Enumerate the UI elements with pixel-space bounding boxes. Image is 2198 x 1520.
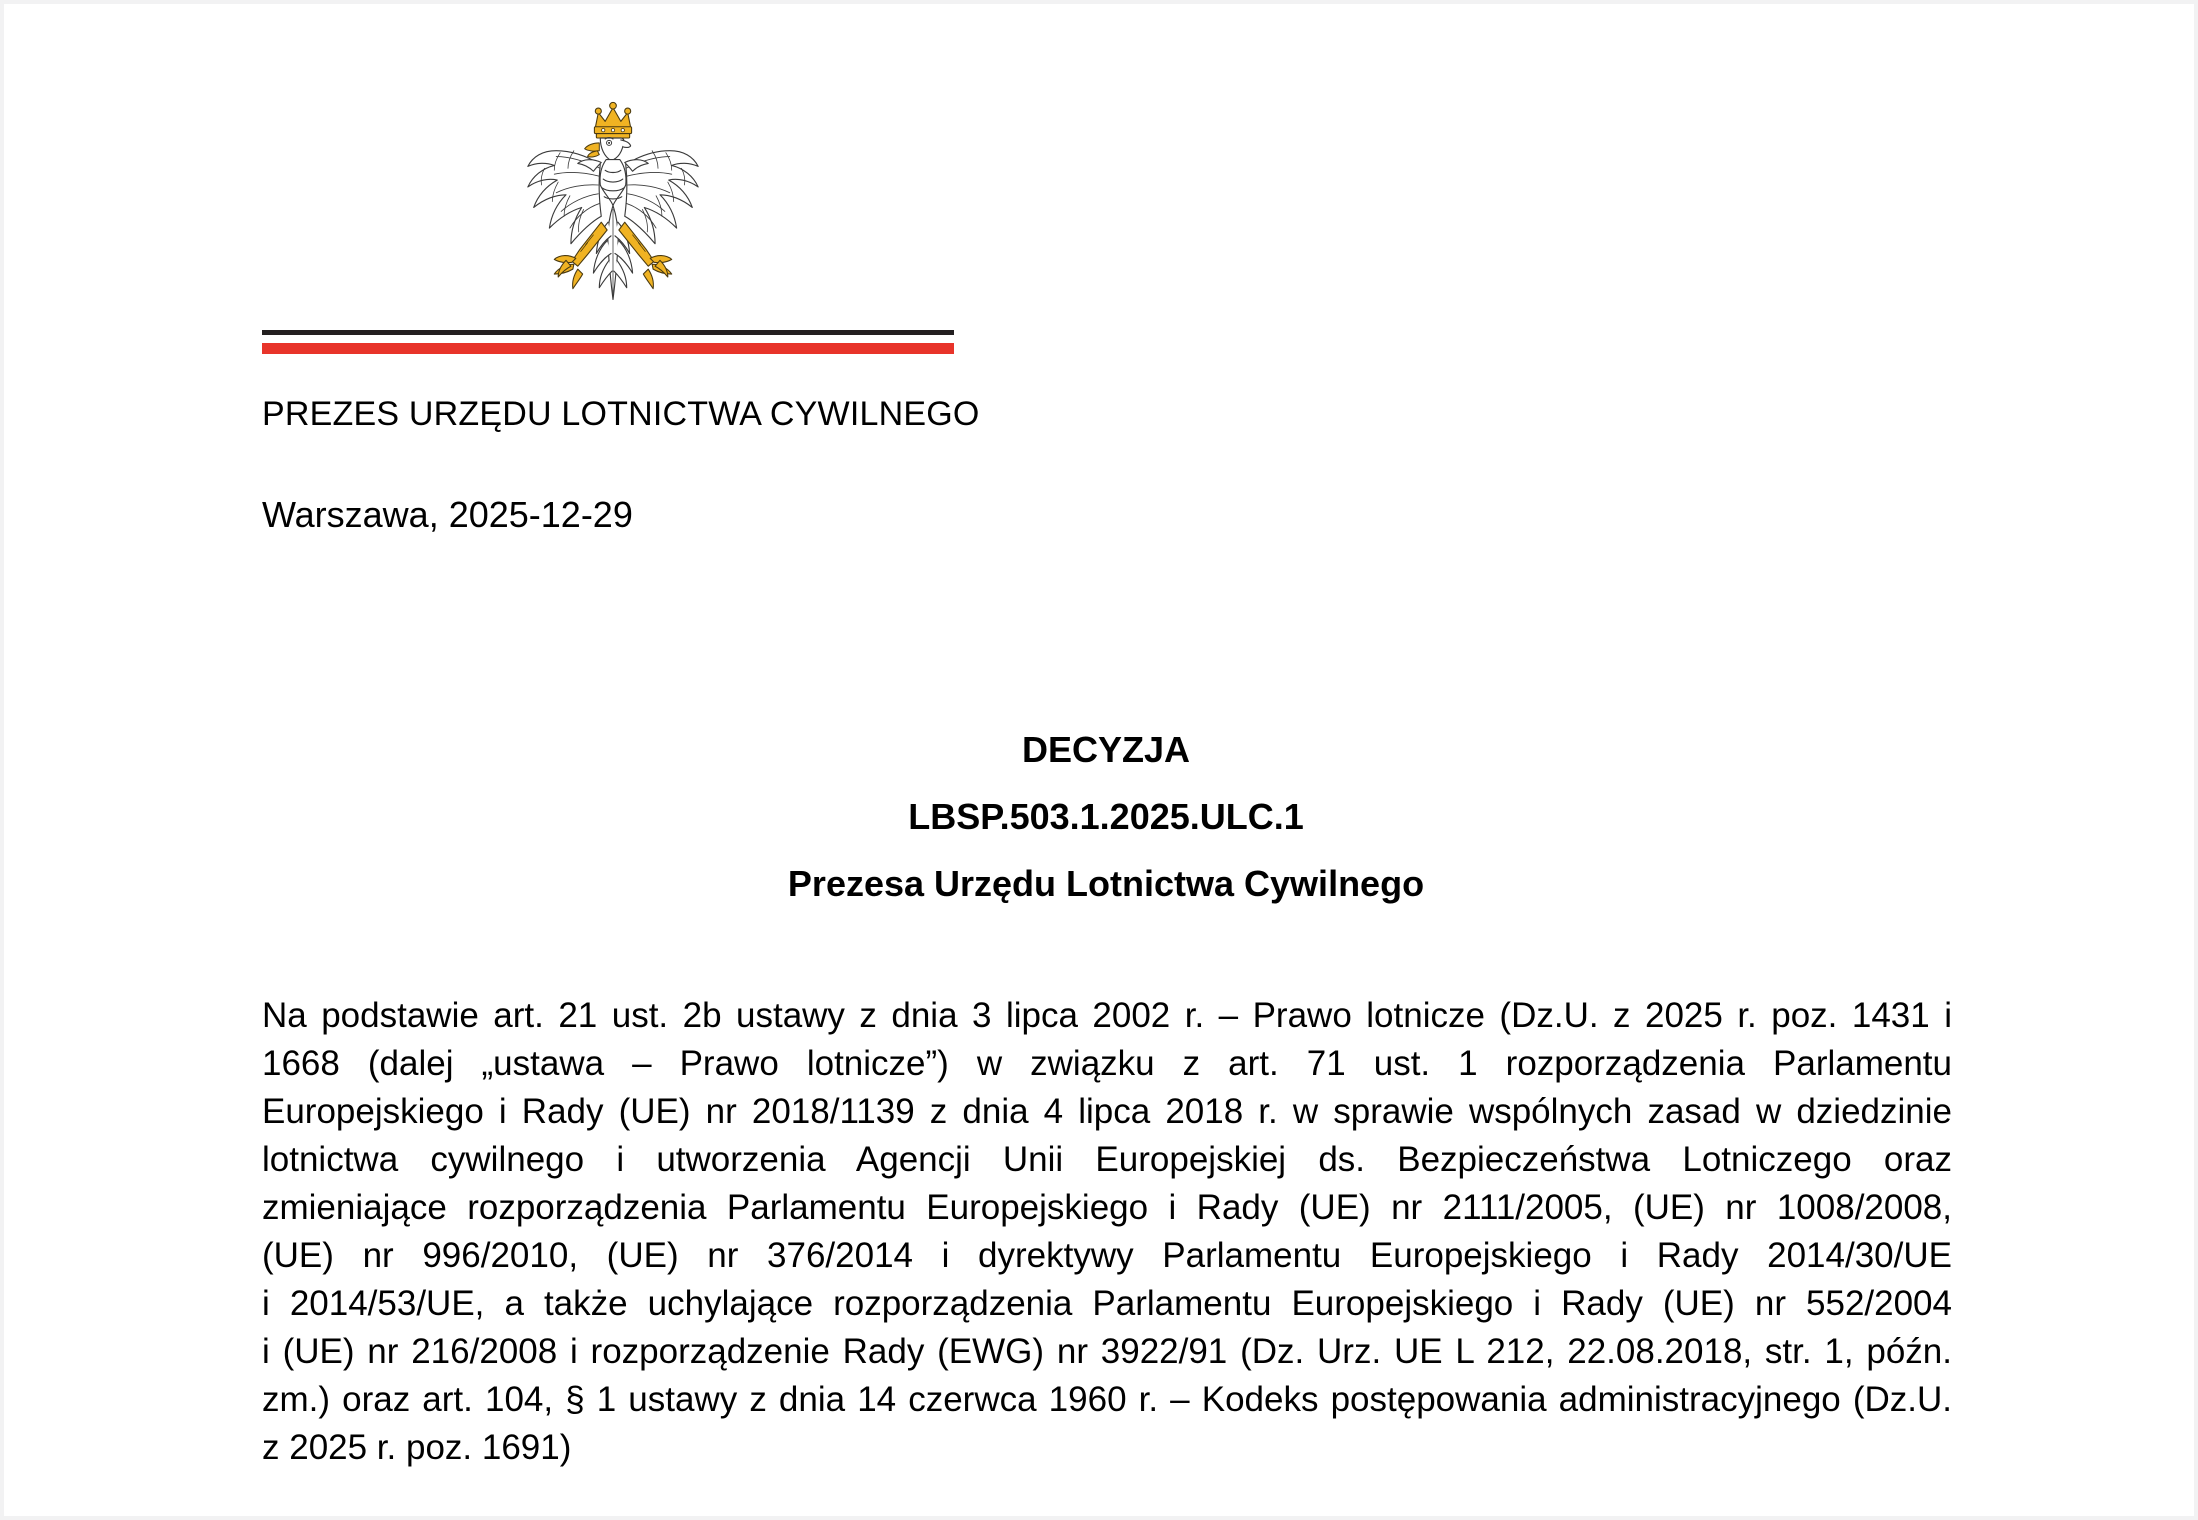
- letterhead: [262, 84, 954, 354]
- legal-basis-line: zm.) oraz art. 104, § 1 ustawy z dnia 14 czerwca 1960 r. – Kodeks postępowania administracyjnego (Dz.U.: [262, 1380, 1952, 1419]
- letterhead-red-rule: [262, 343, 954, 354]
- authority-name: PREZES URZĘDU LOTNICTWA CYWILNEGO: [262, 395, 980, 433]
- legal-basis-line: lotnictwa cywilnego i utworzenia Agencji Unii Europejskiej ds. Bezpieczeństwa Lotniczego oraz: [262, 1140, 1952, 1179]
- decision-title-line-1: DECYZJA: [1021, 729, 1191, 770]
- polish-eagle-coat-of-arms-icon: [262, 84, 954, 322]
- legal-basis-line: 1668 (dalej „ustawa – Prawo lotnicze”) w związku z art. 71 ust. 1 rozporządzenia Parlamentu: [262, 1044, 1952, 1083]
- decision-title-block: [262, 716, 1950, 917]
- legal-basis-line: (UE) nr 996/2010, (UE) nr 376/2014 i dyrektywy Parlamentu Europejskiego i Rady 2014/30/UE: [262, 1236, 1952, 1275]
- decision-reference-number: LBSP.503.1.2025.ULC.1: [908, 796, 1304, 837]
- legal-basis-line: Europejskiego i Rady (UE) nr 2018/1139 z dnia 4 lipca 2018 r. w sprawie wspólnych zasad w dziedzinie: [262, 1092, 1952, 1131]
- legal-basis-line: i (UE) nr 216/2008 i rozporządzenie Rady (EWG) nr 3922/91 (Dz. Urz. UE L 212, 22.08.2018, str. 1, późn.: [262, 1332, 1952, 1371]
- legal-basis-line: Na podstawie art. 21 ust. 2b ustawy z dnia 3 lipca 2002 r. – Prawo lotnicze (Dz.U. z 2025 r. poz. 1431 i: [262, 996, 1952, 1035]
- decision-title-line-3: Prezesa Urzędu Lotnictwa Cywilnego: [787, 863, 1425, 904]
- letterhead-black-rule: [262, 330, 954, 335]
- place-and-date: Warszawa, 2025-12-29: [262, 494, 633, 535]
- legal-basis-line: i 2014/53/UE, a także uchylające rozporządzenia Parlamentu Europejskiego i Rady (UE) nr 552/2004: [262, 1284, 1952, 1323]
- legal-basis-paragraph: [262, 992, 1952, 1472]
- document-page: [4, 4, 2194, 1516]
- legal-basis-line: zmieniające rozporządzenia Parlamentu Europejskiego i Rady (UE) nr 2111/2005, (UE) nr 1008/2008,: [262, 1188, 1952, 1227]
- legal-basis-line: z 2025 r. poz. 1691): [262, 1428, 572, 1467]
